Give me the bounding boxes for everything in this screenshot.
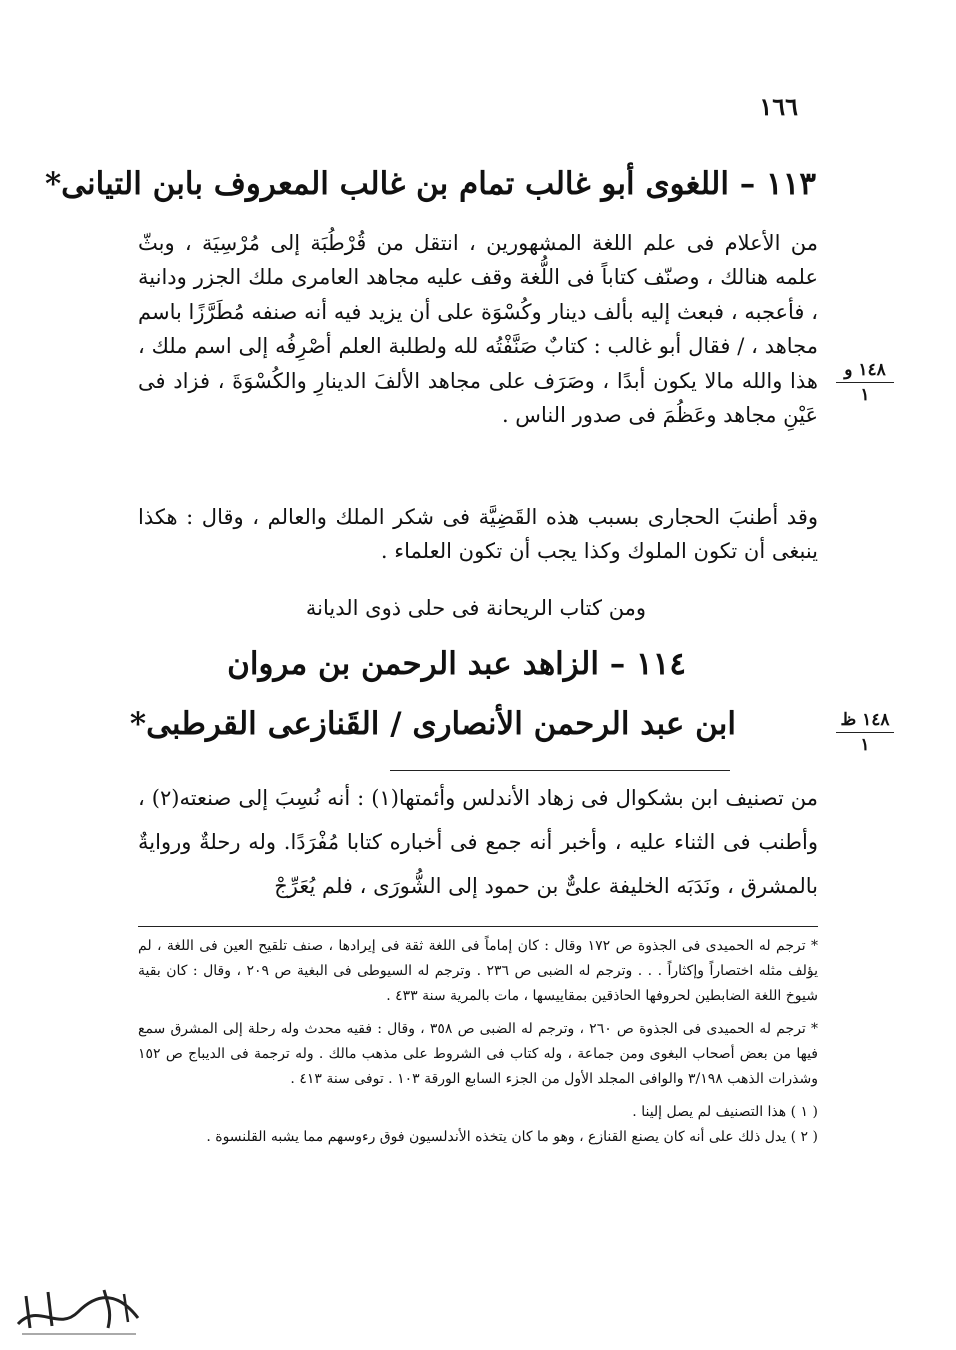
- entry-114-paragraph: [138, 776, 818, 908]
- calligraphy-logo-icon: [8, 1272, 148, 1342]
- entry-113-paragraph-2: [138, 500, 818, 569]
- footnote-1: ( ١ ) هذا التصنيف لم يصل إلينا .: [632, 1104, 818, 1120]
- source-line: ومن كتاب الريحانة فى حلى ذوى الديانة: [305, 596, 647, 620]
- entry-113-paragraph-2-text: وقد أطنبَ الحجارى بسبب هذه القَضِيَّة فى شكر الملك والعالم ، وقال : هكذا ينبغى أن تكون الملوك وكذا يجب أن تكون العلماء .: [138, 505, 818, 564]
- footnote-114: * ترجم له الحميدى فى الجذوة ص ٢٦٠ ، وترجم له الضبى ص ٣٥٨ ، وقال : فقيه محدث وله رحلة إلى المشرق سمع فيها من بعض أصحاب البغوى ومن جماعة ، وله كتاب فى الشروط على مذهب مالك . وله ترجمة فى الديباج ص ١٥٢ وشذرات الذهب ٣/١٩٨ والوافى المجلد الأول من الجزء السابع الورقة ١٠٣ . توفى سنة ٤١٣ .: [138, 1021, 818, 1087]
- footnote-separator: [138, 926, 818, 927]
- margin-folio-note-2: [836, 710, 894, 755]
- publisher-logo: [8, 1272, 148, 1342]
- entry-113-paragraph-1: [138, 226, 818, 432]
- entry-113-paragraph-1-text: من الأعلام فى علم اللغة المشهورين ، انتقل من قُرْطُبَة إلى مُرْسِيَة ، وبثّ علمه هنالك ، وصنّف كتاباً فى اللُّغة وقف عليه مجاهد العامرى ملك الجزر ودانية ، فأعجبه ، فبعث إليه بألف دينار وكُسْوَة على أن يزيد فيه أنه صنفه مُطَرَّزًا باسم مجاهد ، / فقال أبو غالب : كتابٌ صَنَّفْتُه لله ولطلبة العلم أصْرِفُه إلى اسم ملك ، هذا والله مالا يكون أبدًا ، وصَرَف على مجاهد الألفَ الدينارِ والكُسْوَةَ ، فزاد فى عَيْنِ مجاهد وعَظُمَ فى صدور الناس .: [138, 231, 818, 428]
- entry-114-paragraph-text: من تصنيف ابن بشكوال فى زهاد الأندلس وأئمتها(١) : أنه نُسِبَ إلى صنعته(٢) ، وأطنب فى الثناء عليه ، وأخبر أنه جمع فى أخباره كتابا مُفْرَدًا. وله رحلةٌ وروايةٌ بالمشرق ، ونَدَبَه الخليفة علىٌّ بن حمود إلى الشُّورَى ، فلم يُعَرِّجْ: [138, 786, 819, 898]
- heading-underline: [390, 770, 730, 771]
- entry-114-heading-line-1: ١١٤ – الزاهد عبد الرحمن بن مروان: [227, 646, 686, 682]
- entry-113-heading: ١١٣ – اللغوى أبو غالب تمام بن غالب المعروف بابن التيانى*: [44, 166, 816, 202]
- footnote-113: * ترجم له الحميدى فى الجذوة ص ١٧٢ وقال : كان إماماً فى اللغة ثقة فى إيرادها ، صنف تلقيح العين فى اللغة ، لم يؤلف مثله اختصاراً وإكثاراً . . . وترجم له الضبى ص ٢٣٦ . وترجم له السيوطى فى البغية ص ٢٠٩ ، وقال : كان بقية شيوخ اللغة الضابطين لحروفها الحاذقين بمقاييسها ، مات بالمرية سنة ٤٣٣ .: [138, 938, 819, 1004]
- page-number: ١٦٦: [759, 92, 798, 121]
- footnotes: [138, 934, 818, 1150]
- margin-folio-note-2-bottom: ١: [860, 735, 870, 755]
- margin-folio-note-2-top: ١٤٨ ظ: [836, 710, 894, 733]
- entry-114-heading-line-2: ابن عبد الرحمن الأنصارى / القَنازعى القرطبى*: [129, 706, 736, 742]
- margin-folio-note-1-top: ١٤٨ و: [836, 360, 894, 383]
- margin-folio-note-1-bottom: ١: [860, 385, 870, 405]
- margin-folio-note-1: [836, 360, 894, 405]
- footnote-2: ( ٢ ) يدل ذلك على أنه كان يصنع القنازع ، وهو ما كان يتخذه الأندلسيون فوق رءوسهم مما يشبه القلنسوة .: [206, 1129, 818, 1145]
